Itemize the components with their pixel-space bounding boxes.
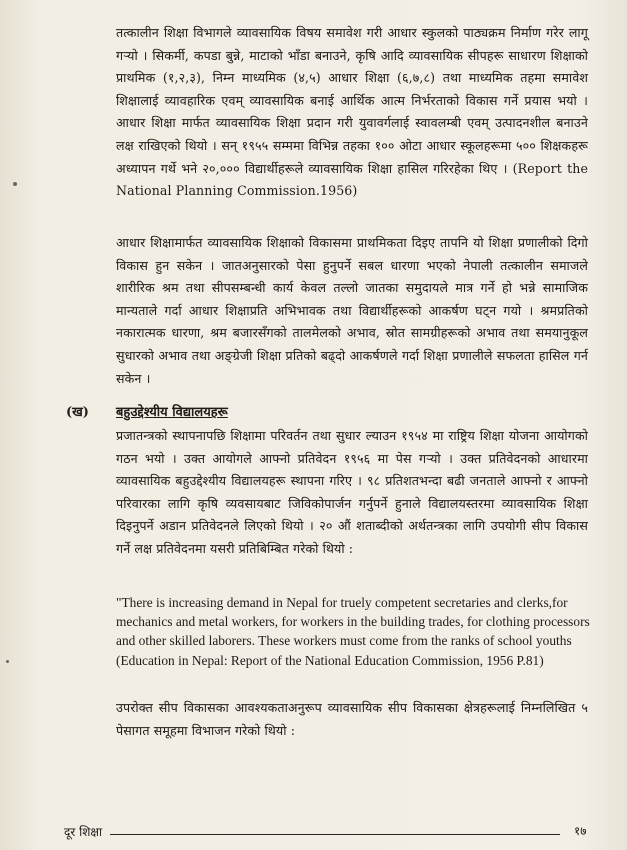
paragraph-basic-school-vocational: तत्कालीन शिक्षा विभागले व्यावसायिक विषय समावेश गरी आधार स्कुलको पाठ्यक्रम निर्माण गरेर लागू गऱ्यो । सिकर्मी, कपडा बुन्ने, माटाको भाँडा बनाउने, कृषि आदि व्यावसायिक सीपहरू साधारण शिक्षाको प्राथमिक (१,२,३), निम्न माध्यमिक (४,५) आधार शिक्षा (६,७,८) तथा माध्यमिक तहमा समावेश शिक्षालाई व्यावहारिक एवम् व्यावसायिक बनाई आर्थिक आत्म निर्भरताको विकास गर्ने प्रयास भयो । आधार शिक्षा मार्फत व्यावसायिक शिक्षा प्रदान गरी युवावर्गलाई स्वावलम्बी एवम् उत्पादनशील बनाउने लक्ष राखिएको थियो । सन् १९५५ सम्ममा विभिन्न तहका १०० ओटा आधार स्कूलहरूमा ५०० शिक्षकहरू अध्यापन गर्थे भने २०,००० विद्यार्थीहरूले व्यावसायिक शिक्षा हासिल गरिरहेका थिए । (Report the National Planning Commission.1956): [116, 25, 588, 199]
section-heading: बहुउद्देश्यीय विद्यालयहरू: [116, 405, 228, 420]
section-marker: (ख): [66, 405, 89, 420]
paragraph-basic-school-failure: आधार शिक्षामार्फत व्यावसायिक शिक्षाको विकासमा प्राथमिकता दिइए तापनि यो शिक्षा प्रणालीको दिगो विकास हुन सकेन । जातअनुसारको पेसा हुनुपर्ने सबल धारणा भएको नेपाली तत्कालीन समाजले शारीरिक श्रम तथा सीपसम्बन्धी कार्य केवल तल्लो जातका समुदायले मात्र गर्ने हो भन्ने सामाजिक मान्यताले गर्दा आधार शिक्षाप्रति अभिभावक तथा विद्यार्थीहरूको आकर्षण घट्न गयो । श्रमप्रतिको नकारात्मक धारणा, श्रम बजारसँगको तालमेलको अभाव, स्रोत सामग्रीहरूको अभाव तथा समयानुकूल सुधारको अभाव तथा अङ्ग्रेजी शिक्षा प्रतिको बढ्दो आकर्षणले गर्दा शिक्षा प्रणालीले सफलता हासिल गर्न सकेन ।: [116, 235, 588, 386]
footer-rule: [110, 834, 560, 835]
margin-mark: [6, 660, 9, 663]
page-number: १७: [574, 824, 587, 838]
block-quote: "There is increasing demand in Nepal for truely competent secretaries and clerks,for mechanics and metal workers, for workers in the building trades, for clothing processors and other skilled laborers. These workers must come from the ranks of school youths (Education in Nepal: Report of the National Education Commission, 1956 P.81): [116, 595, 590, 668]
paragraph-multipurpose-schools: प्रजातन्त्रको स्थापनापछि शिक्षामा परिवर्तन तथा सुधार ल्याउन १९५४ मा राष्ट्रिय शिक्षा योजना आयोगको गठन भयो । उक्त आयोगले आफ्नो प्रतिवेदन १९५६ मा पेस गऱ्यो । उक्त प्रतिवेदनको आधारमा व्यावसायिक बहुउद्देश्यीय विद्यालयहरू स्थापना गरिए । ९८ प्रतिशतभन्दा बढी जनताले आफ्नो र आफ्नो परिवारका लागि कृषि व्यवसायबाट जिविकोपार्जन गर्नुपर्ने हुनाले विद्यालयस्तरमा व्यावसायिक शिक्षा दिइनुपर्ने अडान प्रतिवेदनले लिएको थियो । २० औं शताब्दीको अर्थतन्त्रका लागि उपयोगी सीप विकास गर्ने लक्ष प्रतिवेदनमा यसरी प्रतिबिम्बित गरेको थियो :: [116, 428, 588, 556]
margin-mark: [13, 182, 17, 186]
paragraph-occupational-groups: उपरोक्त सीप विकासका आवश्यकताअनुरूप व्यावसायिक सीप विकासका क्षेत्रहरूलाई निम्नलिखित ५ पेसागत समूहमा विभाजन गरेको थियो :: [116, 700, 588, 738]
footer-label: दूर शिक्षा: [64, 825, 103, 839]
